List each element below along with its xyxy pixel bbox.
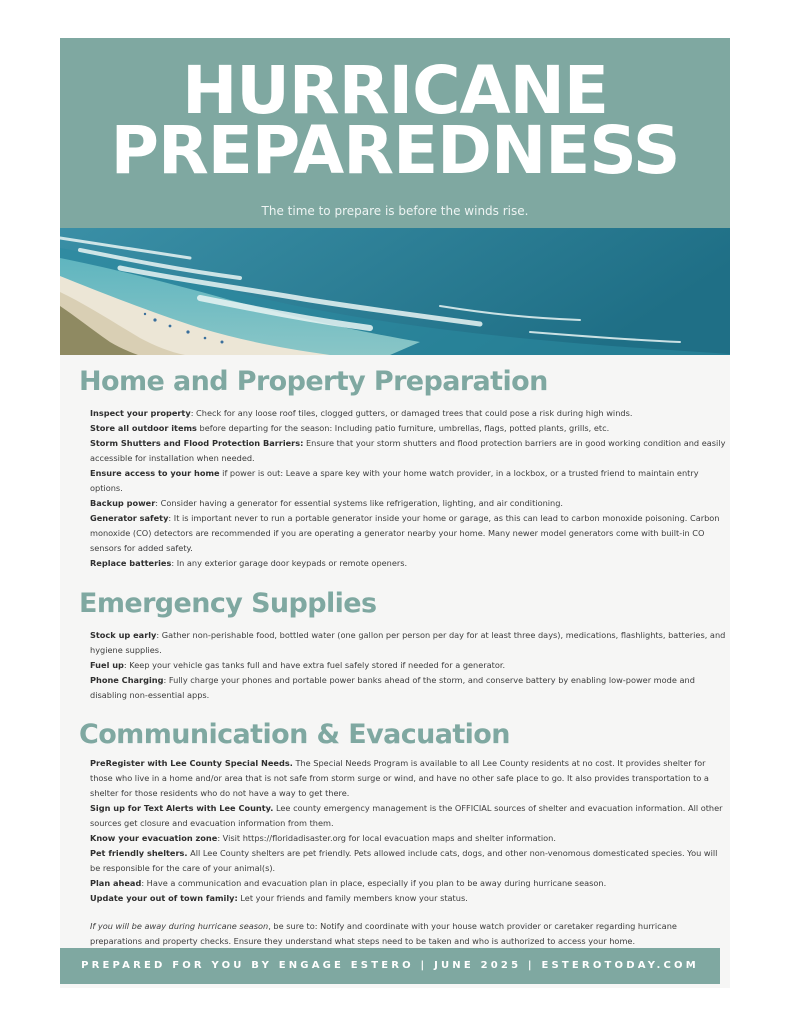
item-text: : In any exterior garage door keypads or remote openers. (171, 558, 408, 568)
item-text: : Visit https://floridadisaster.org for local evacuation maps and shelter information. (217, 833, 556, 843)
list-item (90, 511, 726, 556)
item-label: Storm Shutters and Flood Protection Barriers: (90, 438, 304, 448)
list-item (90, 801, 726, 831)
item-label: Know your evacuation zone (90, 833, 218, 843)
section-communication-evacuation (60, 716, 730, 949)
item-label: Sign up for Text Alerts with Lee County. (90, 803, 274, 813)
item-text: Let your friends and family members know your status. (237, 893, 468, 903)
note-italic: If you will be away during hurricane season (90, 921, 269, 931)
content-area (60, 363, 730, 957)
item-label: Fuel up (90, 660, 124, 670)
list-item (90, 891, 726, 906)
item-label: Pet friendly shelters. (90, 848, 188, 858)
beach-photo (60, 228, 730, 355)
beach-ocean-image (60, 228, 730, 355)
list-item (90, 756, 726, 801)
item-label: PreRegister with Lee County Special Needs. (90, 758, 293, 768)
title-line-2: PREPAREDNESS (110, 112, 680, 189)
item-label: Generator safety (90, 513, 169, 523)
section-heading: Home and Property Preparation (79, 366, 548, 397)
header-band (60, 38, 730, 228)
item-text: : Consider having a generator for essential systems like refrigeration, lighting, and air conditioning. (155, 498, 564, 508)
tagline: The time to prepare is before the winds rise. (261, 204, 529, 218)
item-label: Store all outdoor items (90, 423, 197, 433)
item-text: : Check for any loose roof tiles, clogged gutters, or damaged trees that could pose a risk during high winds. (190, 408, 633, 418)
list-item (90, 658, 726, 673)
footer-banner: PREPARED FOR YOU BY ENGAGE ESTERO | JUNE 2025 | ESTEROTODAY.COM (60, 948, 720, 984)
section-heading: Emergency Supplies (79, 588, 377, 619)
item-text: : Keep your vehicle gas tanks full and have extra fuel safely stored if needed for a generator. (123, 660, 506, 670)
list-item (90, 556, 726, 571)
item-label: Ensure access to your home (90, 468, 220, 478)
item-label: Stock up early (90, 630, 157, 640)
section-heading: Communication & Evacuation (79, 719, 510, 750)
item-text: Ensure that your storm shutters and flood protection barriers are in good working condition and easily accessible for installation when needed. (90, 438, 726, 463)
item-label: Plan ahead (90, 878, 142, 888)
item-label: Replace batteries (90, 558, 172, 568)
item-text: All Lee County shelters are pet friendly. Pets allowed include cats, dogs, and other non-venomous domesticated species. You will be responsible for the care of your animal(s). (90, 848, 718, 873)
item-text: The Special Needs Program is available to all Lee County residents at no cost. It provides shelter for those who live in a home and/or area that is not safe from storm surge or wind, and have no other safe place to go. It also provides transportation to a shelter for those residents who do not have a way to get there. (90, 758, 709, 798)
item-text: : Fully charge your phones and portable power banks ahead of the storm, and conserve battery by enabling low-power mode and disabling non-essential apps. (90, 675, 695, 700)
away-note (90, 919, 726, 949)
list-item (90, 876, 726, 891)
note-text: , be sure to: Notify and coordinate with your house watch provider or caretaker regarding hurricane preparations and property checks. Ensure they understand what steps need to be taken and who is authorized to access your home. (90, 921, 677, 946)
list-item (90, 406, 726, 421)
list-item (90, 436, 726, 466)
flyer-page (60, 38, 730, 988)
item-text: : Gather non-perishable food, bottled water (one gallon per person per day for at least three days), medications, flashlights, batteries, and hygiene supplies. (90, 630, 726, 655)
section-home-property (60, 363, 730, 571)
item-text: : It is important never to run a portable generator inside your home or garage, as this can lead to carbon monoxide poisoning. Carbon monoxide (CO) detectors are recommended if you are operating a generator nearby your home. Many newer model generators come with built-in CO sensors for added safety. (90, 513, 720, 553)
item-label: Inspect your property (90, 408, 191, 418)
item-label: Update your out of town family: (90, 893, 238, 903)
item-text: before departing for the season: Including patio furniture, umbrellas, flags, potted plants, grills, etc. (196, 423, 610, 433)
item-text: Lee county emergency management is the OFFICIAL sources of shelter and evacuation information. All other sources get closure and evacuation information from them. (90, 803, 723, 828)
list-item (90, 831, 726, 846)
list-item (90, 421, 726, 436)
section-emergency-supplies (60, 585, 730, 703)
title-line-1: HURRICANE (182, 52, 608, 129)
list-item (90, 628, 726, 658)
item-text: if power is out: Leave a spare key with your home watch provider, in a lockbox, or a trusted friend to maintain entry options. (90, 468, 699, 493)
list-item (90, 846, 726, 876)
list-item (90, 673, 726, 703)
item-text: : Have a communication and evacuation plan in place, especially if you plan to be away during hurricane season. (141, 878, 607, 888)
item-label: Phone Charging (90, 675, 164, 685)
item-label: Backup power (90, 498, 156, 508)
list-item (90, 466, 726, 496)
list-item (90, 496, 726, 511)
